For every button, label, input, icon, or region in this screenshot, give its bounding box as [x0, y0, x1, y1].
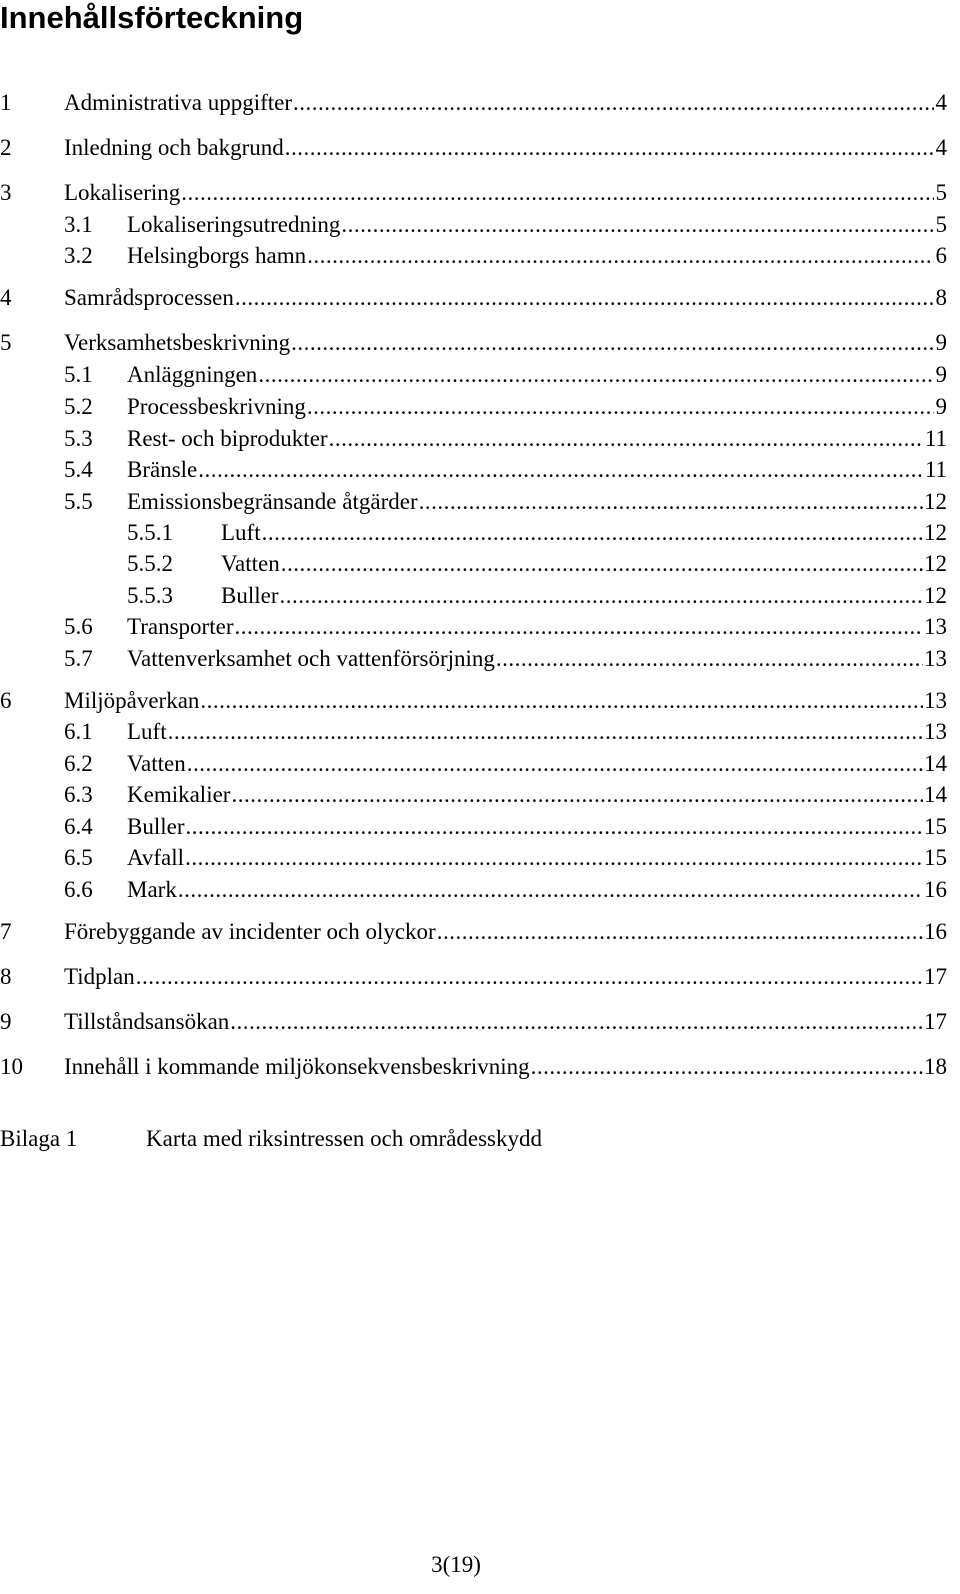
toc-entry-page: 4: [935, 135, 947, 160]
toc-entry[interactable]: [64, 644, 947, 674]
page-number: 3(19): [431, 1552, 481, 1577]
toc-leader-dots: [531, 1052, 923, 1082]
toc-entry[interactable]: [64, 875, 947, 905]
toc-entry-page: 14: [924, 751, 947, 776]
toc-leader-dots: [231, 780, 923, 810]
appendix-id: Bilaga 1: [0, 1126, 78, 1151]
toc-entry-number: 6.2: [64, 751, 93, 776]
toc-entry-label: Lokaliseringsutredning: [127, 212, 341, 237]
toc-entry[interactable]: [0, 178, 947, 208]
toc-entry-label: Buller: [221, 583, 279, 608]
toc-entry-page: 12: [924, 551, 947, 576]
toc-entry[interactable]: [64, 717, 947, 747]
toc-entry-label: Bränsle: [127, 457, 198, 482]
toc-entry-number: 5.5.3: [127, 583, 173, 608]
toc-leader-dots: [262, 518, 923, 548]
toc-entry-page: 12: [924, 489, 947, 514]
toc-leader-dots: [307, 392, 934, 422]
toc-leader-dots: [168, 717, 923, 747]
toc-entry[interactable]: [127, 581, 947, 611]
toc-entry-label: Vattenverksamhet och vattenförsörjning: [127, 646, 495, 671]
toc-leader-dots: [281, 549, 923, 579]
toc-entry-page: 15: [924, 845, 947, 870]
toc-entry-page: 9: [935, 330, 947, 355]
toc-leader-dots: [280, 581, 924, 611]
toc-entry-page: 15: [924, 814, 947, 839]
toc-entry-number: 3.1: [64, 212, 93, 237]
toc-entry[interactable]: [0, 686, 947, 716]
toc-entry-page: 14: [924, 782, 947, 807]
toc-entry-page: 9: [935, 362, 947, 387]
toc-entry-number: 5.2: [64, 394, 93, 419]
toc-entry-number: 8: [0, 964, 12, 989]
toc-entry-label: Buller: [127, 814, 185, 839]
toc-entry[interactable]: [64, 843, 947, 873]
toc-entry[interactable]: [64, 487, 947, 517]
page-title: Innehållsförteckning: [0, 0, 304, 35]
toc-entry-number: 6.1: [64, 719, 93, 744]
toc-entry[interactable]: [64, 812, 947, 842]
toc-entry[interactable]: [0, 1052, 947, 1082]
appendix-title: Karta med riksintressen och områdesskydd: [146, 1126, 543, 1151]
toc-entry-page: 17: [924, 964, 947, 989]
toc-entry-page: 13: [924, 646, 947, 671]
toc-entry-number: 5: [0, 330, 12, 355]
toc-leader-dots: [181, 178, 934, 208]
toc-entry-label: Avfall: [127, 845, 185, 870]
toc-entry-number: 7: [0, 919, 12, 944]
toc-entry-number: 2: [0, 135, 12, 160]
toc-entry[interactable]: [64, 210, 947, 240]
toc-entry-label: Tillståndsansökan: [64, 1009, 230, 1034]
toc-entry-label: Innehåll i kommande miljökonsekvensbeskrivning: [64, 1054, 530, 1079]
toc-entry-number: 5.3: [64, 426, 93, 451]
toc-entry-label: Kemikalier: [127, 782, 231, 807]
toc-leader-dots: [341, 210, 934, 240]
toc-entry[interactable]: [0, 917, 947, 947]
toc-entry-number: 5.7: [64, 646, 93, 671]
toc-entry-page: 11: [924, 426, 947, 451]
toc-entry-label: Vatten: [127, 751, 186, 776]
toc-entry-number: 6.3: [64, 782, 93, 807]
toc-entry[interactable]: [64, 241, 947, 271]
toc-leader-dots: [234, 612, 923, 642]
toc-entry-number: 4: [0, 285, 12, 310]
toc-entry-number: 3.2: [64, 243, 93, 268]
toc-entry-number: 1: [0, 90, 12, 115]
toc-entry-number: 5.4: [64, 457, 93, 482]
toc-entry-page: 5: [935, 212, 947, 237]
toc-entry-page: 9: [935, 394, 947, 419]
toc-entry-number: 10: [0, 1054, 23, 1079]
toc-entry-label: Verksamhetsbeskrivning: [64, 330, 291, 355]
toc-entry-label: Processbeskrivning: [127, 394, 306, 419]
toc-entry[interactable]: [64, 392, 947, 422]
toc-entry-page: 4: [935, 90, 947, 115]
toc-entry-label: Luft: [221, 520, 261, 545]
toc-entry[interactable]: [64, 424, 947, 454]
toc-entry-label: Emissionsbegränsande åtgärder: [127, 489, 418, 514]
toc-entry[interactable]: [64, 612, 947, 642]
toc-leader-dots: [496, 644, 923, 674]
toc-entry-label: Inledning och bakgrund: [64, 135, 284, 160]
toc-entry[interactable]: [127, 518, 947, 548]
toc-entry-label: Miljöpåverkan: [64, 688, 200, 713]
toc-entry-number: 5.5: [64, 489, 93, 514]
toc-entry-label: Helsingborgs hamn: [127, 243, 307, 268]
toc-leader-dots: [185, 843, 923, 873]
toc-leader-dots: [437, 917, 923, 947]
toc-entry[interactable]: [0, 88, 947, 118]
toc-entry-number: 5.6: [64, 614, 93, 639]
toc-entry-label: Tidplan: [64, 964, 135, 989]
toc-entry-number: 5.1: [64, 362, 93, 387]
toc-entry-number: 5.5.1: [127, 520, 173, 545]
toc-entry[interactable]: [64, 749, 947, 779]
toc-entry-page: 13: [924, 614, 947, 639]
toc-entry-page: 13: [924, 688, 947, 713]
toc-leader-dots: [307, 241, 934, 271]
toc-entry-label: Transporter: [127, 614, 234, 639]
toc-entry-page: 13: [924, 719, 947, 744]
toc-entry-number: 6: [0, 688, 12, 713]
toc-entry-number: 5.5.2: [127, 551, 173, 576]
toc-entry[interactable]: [0, 328, 947, 358]
toc-leader-dots: [285, 133, 934, 163]
toc-entry-label: Förebyggande av incidenter och olyckor: [64, 919, 436, 944]
toc-entry-page: 6: [935, 243, 947, 268]
toc-leader-dots: [230, 1007, 923, 1037]
toc-entry[interactable]: [0, 962, 947, 992]
toc-leader-dots: [187, 749, 923, 779]
toc-entry-number: 6.4: [64, 814, 93, 839]
toc-entry-label: Administrativa uppgifter: [64, 90, 293, 115]
toc-leader-dots: [178, 875, 923, 905]
toc-leader-dots: [200, 686, 923, 716]
toc-entry-page: 11: [924, 457, 947, 482]
toc-leader-dots: [329, 424, 924, 454]
toc-entry-page: 18: [924, 1054, 947, 1079]
toc-entry-label: Rest- och biprodukter: [127, 426, 328, 451]
toc-entry[interactable]: [64, 455, 947, 485]
toc-entry-number: 3: [0, 180, 12, 205]
toc-leader-dots: [419, 487, 923, 517]
toc-entry[interactable]: [64, 360, 947, 390]
toc-leader-dots: [198, 455, 924, 485]
toc-entry-page: 16: [924, 919, 947, 944]
toc-entry-page: 12: [924, 583, 947, 608]
toc-leader-dots: [258, 360, 934, 390]
toc-entry-label: Anläggningen: [127, 362, 258, 387]
toc-entry-label: Samrådsprocessen: [64, 285, 234, 310]
toc-entry-page: 8: [935, 285, 947, 310]
toc-entry-number: 6.6: [64, 877, 93, 902]
toc-entry[interactable]: [0, 283, 947, 313]
toc-entry-label: Vatten: [221, 551, 280, 576]
toc-entry[interactable]: [0, 1007, 947, 1037]
toc-entry[interactable]: [64, 780, 947, 810]
toc-leader-dots: [186, 812, 924, 842]
toc-entry-label: Lokalisering: [64, 180, 181, 205]
toc-leader-dots: [136, 962, 923, 992]
toc-entry-page: 5: [935, 180, 947, 205]
toc-entry-label: Mark: [127, 877, 177, 902]
toc-entry-label: Luft: [127, 719, 167, 744]
toc-entry-number: 6.5: [64, 845, 93, 870]
toc-entry-page: 17: [924, 1009, 947, 1034]
toc-entry-page: 12: [924, 520, 947, 545]
toc-entry[interactable]: [127, 549, 947, 579]
toc-entry-page: 16: [924, 877, 947, 902]
toc-entry[interactable]: [0, 133, 947, 163]
toc-leader-dots: [235, 283, 934, 313]
toc-entry-number: 9: [0, 1009, 12, 1034]
toc-leader-dots: [291, 328, 934, 358]
toc-leader-dots: [293, 88, 934, 118]
